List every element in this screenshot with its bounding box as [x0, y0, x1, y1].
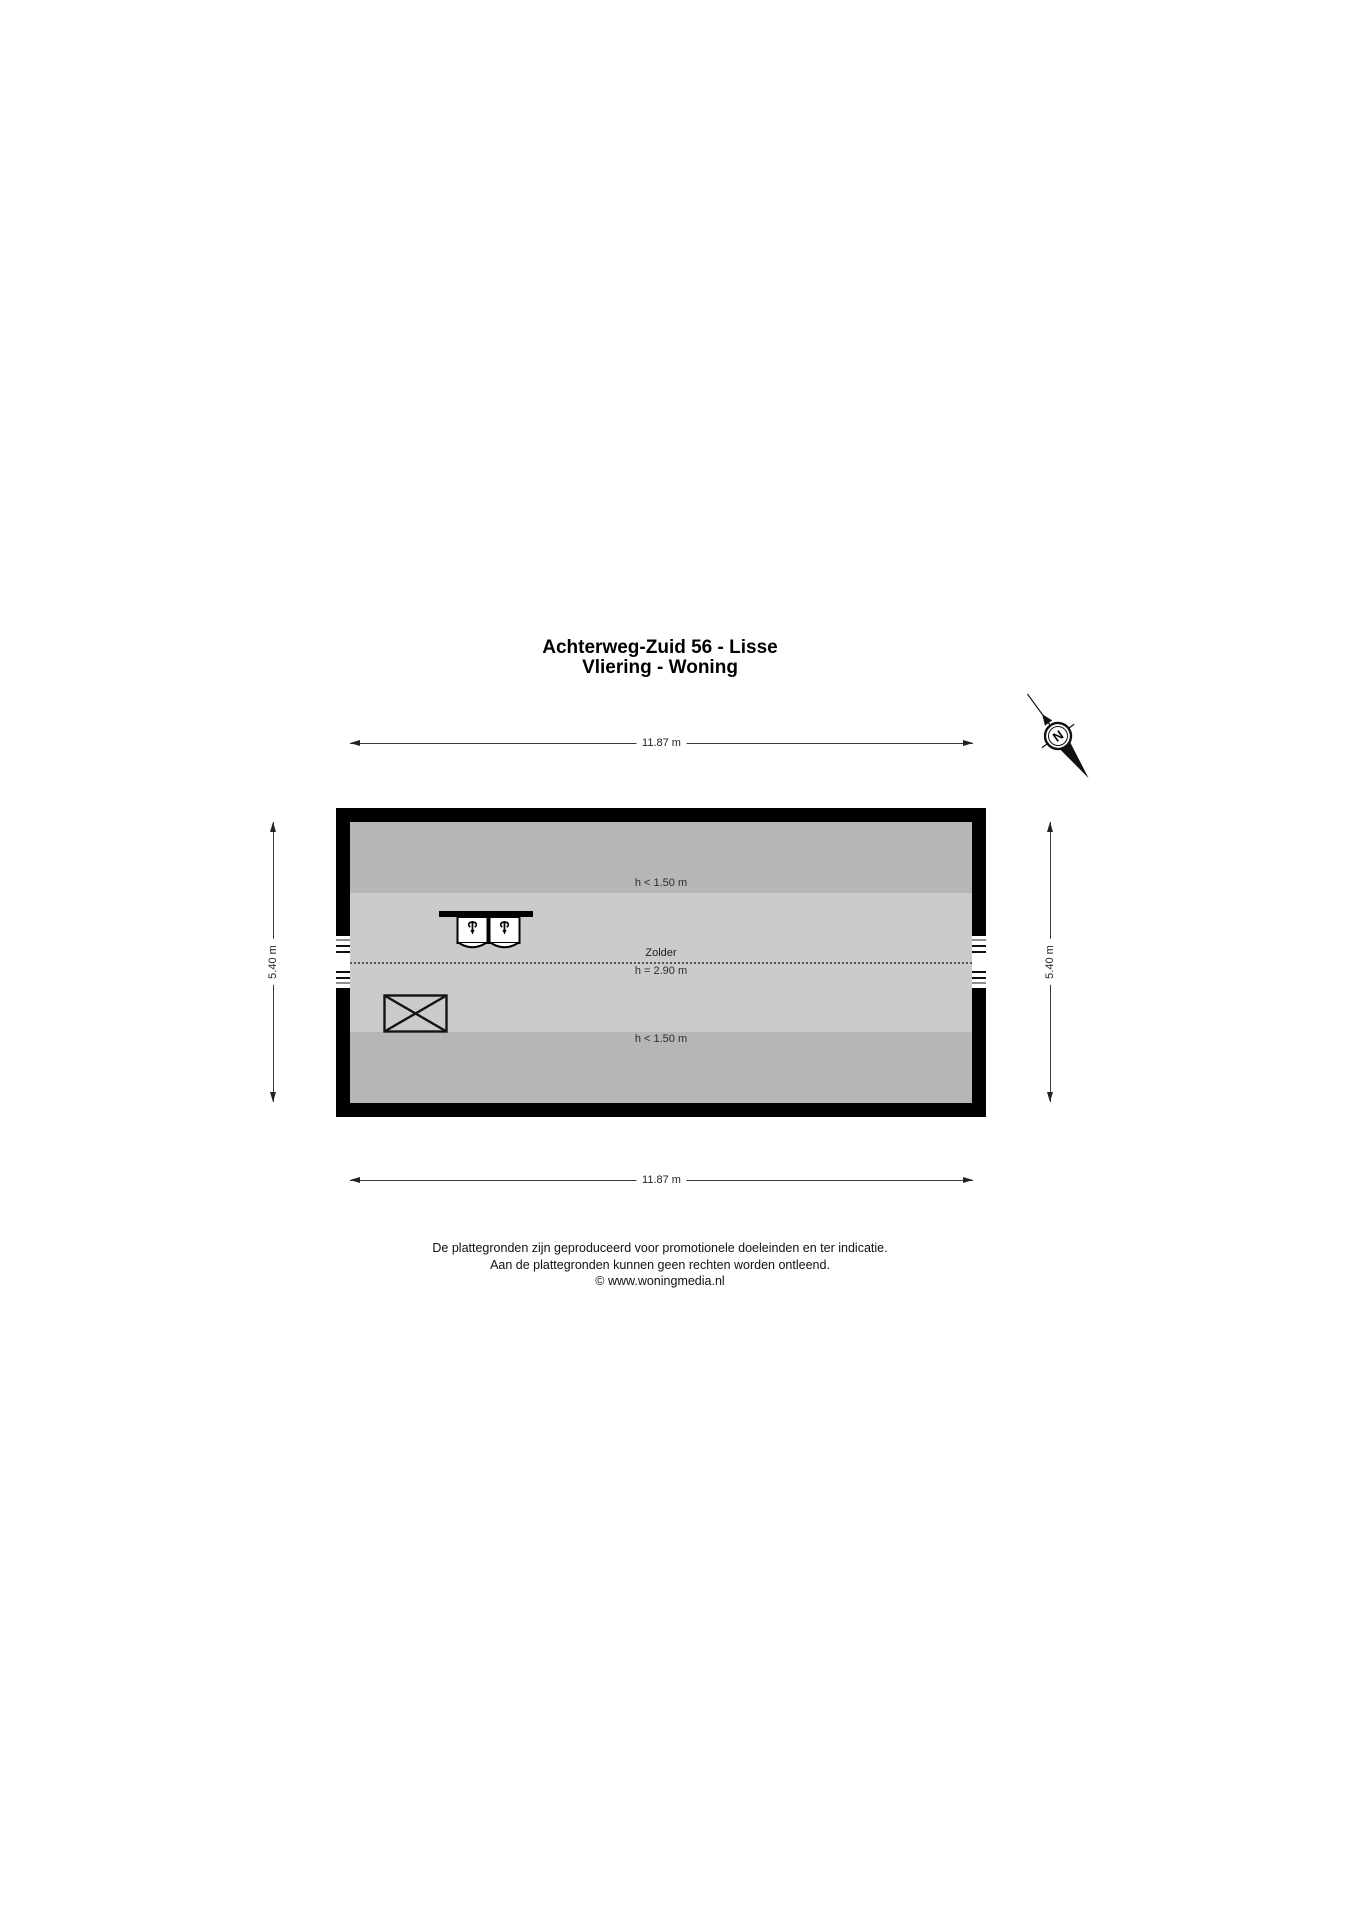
dimension-right: [1044, 822, 1057, 1102]
dimension-right-label: 5.40 m: [1044, 939, 1056, 985]
dimension-top: [350, 737, 973, 750]
footer-copyright: © www.woningmedia.nl: [595, 1274, 725, 1288]
roof-hatch-icon: [383, 994, 449, 1034]
dimension-left-label: 5.40 m: [267, 939, 279, 985]
arrow-down-icon: [270, 1092, 276, 1102]
ceiling-height-label: h = 2.90 m: [634, 965, 688, 977]
window-right-icon: [972, 936, 986, 988]
compass-north-label: N: [1049, 727, 1067, 745]
footer-disclaimer: [330, 1240, 990, 1290]
low-ceiling-bottom-label: h < 1.50 m: [634, 1033, 688, 1045]
window-left-icon: [336, 936, 350, 988]
floorplan-attic: [336, 808, 986, 1117]
arrow-left-icon: [350, 1177, 360, 1183]
room-name-label: Zolder: [645, 947, 677, 959]
footer-line-2: Aan de plattegronden kunnen geen rechten worden ontleend.: [490, 1257, 830, 1272]
arrow-right-icon: [963, 740, 973, 746]
page-title: [330, 638, 990, 678]
dimension-left: [267, 822, 280, 1102]
dimension-top-label: 11.87 m: [636, 737, 687, 749]
dimension-bottom: [350, 1174, 973, 1187]
ridge-dotted-line: [350, 962, 972, 964]
arrow-left-icon: [350, 740, 360, 746]
dimension-bottom-label: 11.87 m: [636, 1174, 687, 1186]
compass-north-icon: [1008, 688, 1108, 788]
low-ceiling-top-label: h < 1.50 m: [634, 877, 688, 889]
footer-line-1: De plattegronden zijn geproduceerd voor promotionele doeleinden en ter indicatie.: [432, 1241, 888, 1255]
arrow-up-icon: [1047, 822, 1053, 832]
arrow-up-icon: [270, 822, 276, 832]
arrow-down-icon: [1047, 1092, 1053, 1102]
title-address: Achterweg-Zuid 56 - Lisse: [542, 637, 778, 658]
title-floor: Vliering - Woning: [582, 657, 738, 678]
arrow-right-icon: [963, 1177, 973, 1183]
attic-room: [350, 822, 972, 1103]
double-washbasin-icon: [438, 910, 538, 956]
